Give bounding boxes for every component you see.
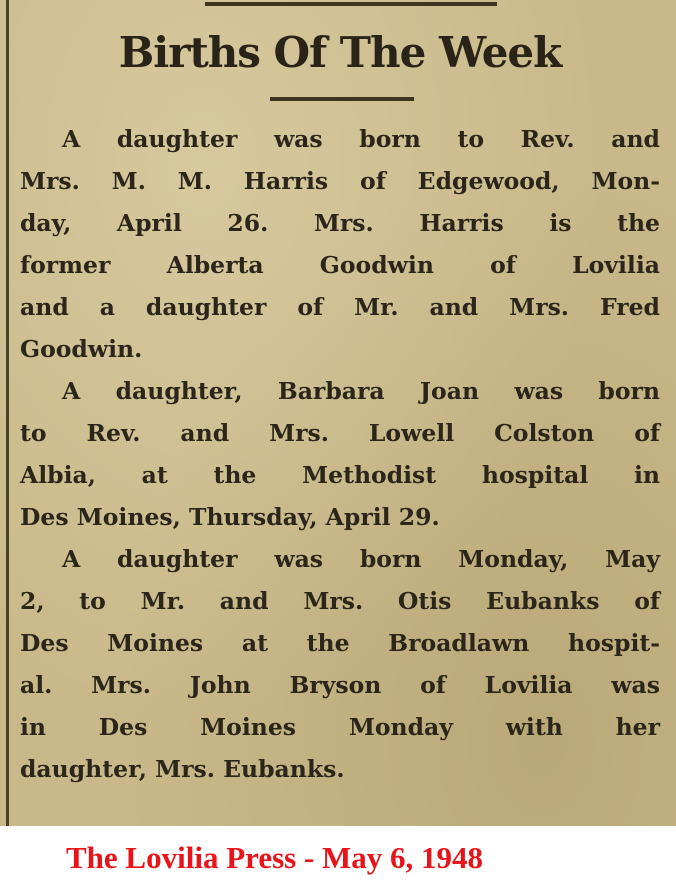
text-line: to Rev. and Mrs. Lowell Colston of: [20, 419, 660, 447]
text-line: Mrs. M. M. Harris of Edgewood, Mon-: [20, 167, 660, 195]
text-line: former Alberta Goodwin of Lovilia: [20, 251, 660, 279]
article-headline: Births Of The Week: [118, 28, 562, 77]
text-line: 2, to Mr. and Mrs. Otis Eubanks of: [20, 587, 660, 615]
text-line: Des Moines at the Broadlawn hospit-: [20, 629, 660, 657]
column-rule: [6, 0, 9, 826]
source-caption: The Lovilia Press - May 6, 1948: [66, 840, 484, 875]
paragraph-3: [20, 538, 660, 790]
paragraph-2: [20, 370, 660, 538]
text-line: and a daughter of Mr. and Mrs. Fred: [20, 293, 660, 321]
text-line: A daughter was born Monday, May: [62, 545, 660, 573]
text-line: A daughter, Barbara Joan was born: [62, 377, 660, 405]
top-divider: [205, 2, 497, 6]
text-line: Des Moines, Thursday, April 29.: [20, 503, 440, 531]
text-line: in Des Moines Monday with her: [20, 713, 660, 741]
headline-divider: [270, 97, 414, 101]
text-line: al. Mrs. John Bryson of Lovilia was: [20, 671, 660, 699]
paragraph-1: [20, 118, 660, 370]
text-line: Goodwin.: [20, 335, 143, 363]
text-line: Albia, at the Methodist hospital in: [20, 461, 660, 489]
text-line: daughter, Mrs. Eubanks.: [20, 755, 345, 783]
text-line: day, April 26. Mrs. Harris is the: [20, 209, 660, 237]
text-line: A daughter was born to Rev. and: [62, 125, 660, 153]
